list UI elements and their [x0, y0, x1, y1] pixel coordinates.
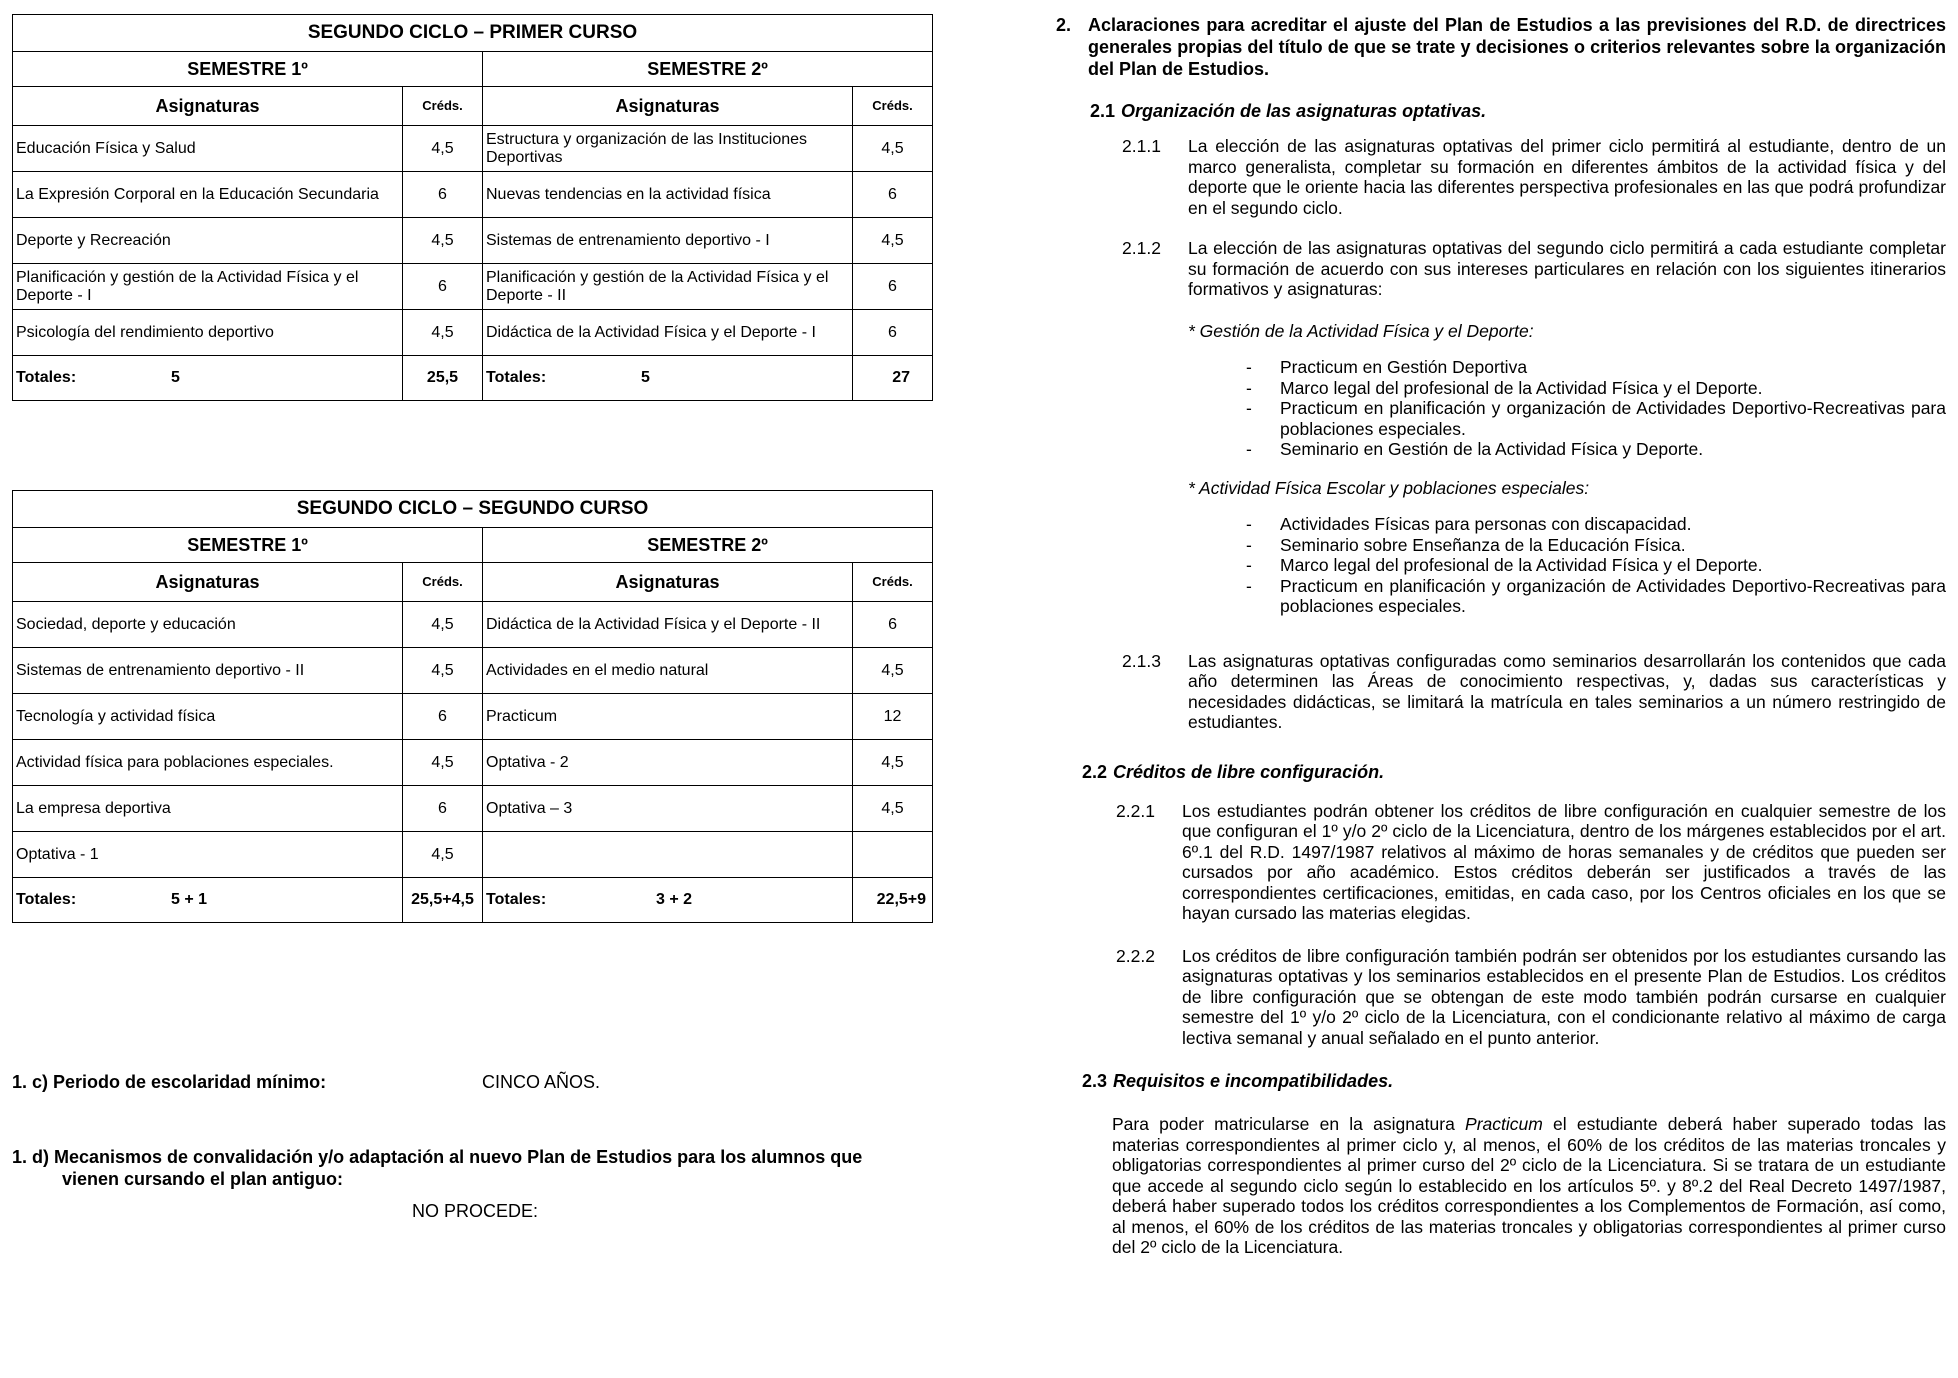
- itinerario-gestion-list: [1246, 357, 1946, 460]
- dash: -: [1246, 514, 1252, 534]
- subject-cell: Deporte y Recreación: [13, 218, 403, 264]
- list-item: [1246, 398, 1946, 439]
- subject-cell: Actividades en el medio natural: [483, 648, 853, 694]
- table-title: SEGUNDO CICLO – PRIMER CURSO: [13, 15, 933, 52]
- mecanismos-convalidacion: [12, 1146, 932, 1190]
- subject-cell: Didáctica de la Actividad Física y el Deporte - II: [483, 602, 853, 648]
- totals-count: 5: [171, 369, 180, 386]
- table-row: [13, 648, 933, 694]
- totals-credits: 25,5+4,5: [403, 878, 483, 923]
- credits-cell: 4,5: [403, 648, 483, 694]
- table-row: [13, 740, 933, 786]
- totals-cell: [13, 356, 403, 401]
- credits-cell: 4,5: [403, 126, 483, 172]
- paragraph-number: 2.2.2: [1116, 945, 1155, 966]
- section-number: 2.1: [1090, 101, 1116, 121]
- subject-cell: Sistemas de entrenamiento deportivo - I: [483, 218, 853, 264]
- credits-cell: 4,5: [853, 740, 933, 786]
- list-item: [1246, 555, 1946, 576]
- right-column: [1056, 14, 1946, 1258]
- col-subject-header: Asignaturas: [13, 563, 403, 602]
- semester-1-header: SEMESTRE 1º: [13, 52, 483, 87]
- subject-cell: Tecnología y actividad física: [13, 694, 403, 740]
- list-item: [1246, 357, 1946, 378]
- paragraph-text: Para poder matricularse en la asignatura: [1112, 1114, 1466, 1134]
- itinerario-escolar-list: [1246, 514, 1946, 617]
- credits-cell: 12: [853, 694, 933, 740]
- totals-cell: [483, 878, 853, 923]
- section-title: Créditos de libre configuración.: [1113, 761, 1385, 782]
- paragraph-number: 2.2.1: [1116, 800, 1155, 821]
- col-subject-header: Asignaturas: [483, 563, 853, 602]
- col-subject-header: Asignaturas: [13, 87, 403, 126]
- col-credits-header: Créds.: [403, 87, 483, 126]
- no-procede: NO PROCEDE:: [412, 1201, 539, 1221]
- itinerario-escolar: * Actividad Física Escolar y poblaciones especiales:: [1188, 477, 1590, 498]
- credits-cell: 4,5: [853, 648, 933, 694]
- col-subject-header: Asignaturas: [483, 87, 853, 126]
- dash: -: [1246, 357, 1252, 377]
- col-credits-header: Créds.: [403, 563, 483, 602]
- totals-row: [13, 878, 933, 923]
- subject-cell: Planificación y gestión de la Actividad Física y el Deporte - I: [13, 264, 403, 310]
- paragraph-text: Los créditos de libre configuración también podrán ser obtenidos por los estudiantes cursando las asignaturas optativas y los seminarios establecidos en el presente Plan de Estudios. Los créditos de libre configuración que se obtengan de este modo también podrán cursarse en cualquier semestre del 1º y/o 2º ciclo de la Licenciatura, con el condicionante relativo al máximo de carga lectiva semanal y anual señalado en el punto anterior.: [1182, 945, 1946, 1048]
- credits-cell: 4,5: [403, 602, 483, 648]
- section-2-3-heading: [1082, 1070, 1946, 1092]
- credits-cell: 6: [403, 786, 483, 832]
- subject-cell: Optativa - 2: [483, 740, 853, 786]
- totals-cell: [13, 878, 403, 923]
- section-title: Aclaraciones para acreditar el ajuste del Plan de Estudios a las previsiones del R.D. de directrices generales propias del título de que se trate y decisiones o criterios relevantes sobre la organización del Plan de Estudios.: [1088, 15, 1946, 79]
- paragraph-2-2-1: [1116, 801, 1946, 924]
- subject-cell: Nuevas tendencias en la actividad física: [483, 172, 853, 218]
- totals-count: 5: [641, 369, 650, 386]
- credits-cell: 4,5: [853, 218, 933, 264]
- section-title: Requisitos e incompatibilidades.: [1113, 1071, 1394, 1091]
- dash: -: [1246, 575, 1252, 596]
- totals-credits: 25,5: [403, 356, 483, 401]
- totals-count: 3 + 2: [656, 891, 693, 908]
- dash: -: [1246, 398, 1252, 418]
- credits-cell: 6: [853, 602, 933, 648]
- section-number: 2.3: [1082, 1071, 1108, 1091]
- periodo-escolaridad: [12, 1071, 932, 1093]
- subject-cell: Planificación y gestión de la Actividad Física y el Deporte - II: [483, 264, 853, 310]
- table-row: [13, 602, 933, 648]
- list-item-text: Seminario en Gestión de la Actividad Física y Deporte.: [1280, 439, 1704, 459]
- subject-cell: Psicología del rendimiento deportivo: [13, 310, 403, 356]
- subject-cell: [483, 832, 853, 878]
- subject-cell: Optativa – 3: [483, 786, 853, 832]
- table-row: [13, 218, 933, 264]
- table-row: [13, 786, 933, 832]
- section-title: Organización de las asignaturas optativas.: [1121, 101, 1487, 121]
- credits-cell: 6: [853, 264, 933, 310]
- semester-2-header: SEMESTRE 2º: [483, 528, 933, 563]
- list-item-text: Practicum en planificación y organización de Actividades Deportivo-Recreativas para poblaciones especiales.: [1280, 575, 1946, 616]
- semester-1-header: SEMESTRE 1º: [13, 528, 483, 563]
- dash: -: [1246, 377, 1252, 398]
- table-row: [13, 126, 933, 172]
- credits-cell: 6: [853, 172, 933, 218]
- credits-cell: [853, 832, 933, 878]
- paragraph-2-1-2: [1122, 238, 1946, 300]
- credits-cell: 4,5: [853, 126, 933, 172]
- practicum-term: Practicum: [1465, 1114, 1543, 1134]
- subject-cell: Actividad física para poblaciones especiales.: [13, 740, 403, 786]
- credits-cell: 6: [403, 264, 483, 310]
- paragraph-2-2-2: [1116, 946, 1946, 1049]
- dash: -: [1246, 439, 1252, 459]
- subject-cell: Didáctica de la Actividad Física y el Deporte - I: [483, 310, 853, 356]
- section-2-heading: [1056, 14, 1946, 80]
- table-segundo-curso: [12, 490, 933, 923]
- paragraph-text: Los estudiantes podrán obtener los créditos de libre configuración en cualquier semestre de los que configuran el 1º y/o 2º ciclo de la Licenciatura, dentro de los márgenes establecidos por el art. 6º.1 del R.D. 1497/1987 relativos al máximo de horas semanales y de créditos que pueden ser cursados por año académico. Estos créditos deberán ser justificados a través de las correspondientes certificaciones, emitidas, en cada caso, por los Centros oficiales en los que se hayan cursado las materias elegidas.: [1182, 800, 1946, 923]
- credits-cell: 4,5: [403, 218, 483, 264]
- col-credits-header: Créds.: [853, 87, 933, 126]
- list-item-text: Actividades Físicas para personas con discapacidad.: [1280, 514, 1692, 534]
- totals-count: 5 + 1: [171, 891, 208, 908]
- table-row: [13, 264, 933, 310]
- credits-cell: 6: [403, 694, 483, 740]
- section-2-2-heading: [1082, 761, 1946, 783]
- paragraph-text: La elección de las asignaturas optativas del segundo ciclo permitirá a cada estudiante completar su formación de acuerdo con sus intereses particulares en relación con los siguientes itinerarios formativos y asignaturas:: [1188, 238, 1946, 299]
- list-item-text: Marco legal del profesional de la Actividad Física y el Deporte.: [1280, 555, 1763, 575]
- totals-credits: 27: [853, 356, 933, 401]
- table-row: [13, 310, 933, 356]
- mecanismos-label-2: vienen cursando el plan antiguo:: [62, 1169, 344, 1189]
- paragraph-2-1-1: [1122, 136, 1946, 218]
- totals-label: Totales:: [486, 891, 547, 908]
- list-item-text: Marco legal del profesional de la Actividad Física y el Deporte.: [1280, 377, 1763, 398]
- totals-row: [13, 356, 933, 401]
- semester-2-header: SEMESTRE 2º: [483, 52, 933, 87]
- periodo-value: CINCO AÑOS.: [482, 1072, 601, 1092]
- table-row: [13, 832, 933, 878]
- table-row: [13, 694, 933, 740]
- list-item: [1246, 439, 1946, 460]
- subject-cell: Practicum: [483, 694, 853, 740]
- dash: -: [1246, 555, 1252, 575]
- subject-cell: Sociedad, deporte y educación: [13, 602, 403, 648]
- credits-cell: 4,5: [853, 786, 933, 832]
- table-primer-curso: [12, 14, 933, 401]
- table-title: SEGUNDO CICLO – SEGUNDO CURSO: [13, 491, 933, 528]
- credits-cell: 4,5: [403, 832, 483, 878]
- list-item-text: Practicum en Gestión Deportiva: [1280, 357, 1528, 377]
- totals-credits: 22,5+9: [853, 878, 933, 923]
- list-item: [1246, 378, 1946, 399]
- subject-cell: La empresa deportiva: [13, 786, 403, 832]
- totals-label: Totales:: [16, 369, 77, 386]
- paragraph-2-3: [1112, 1114, 1946, 1258]
- dash: -: [1246, 534, 1252, 555]
- list-item: [1246, 514, 1946, 535]
- credits-cell: 4,5: [403, 310, 483, 356]
- totals-label: Totales:: [16, 891, 77, 908]
- paragraph-number: 2.1.1: [1122, 136, 1161, 156]
- itinerario-gestion: * Gestión de la Actividad Física y el Deporte:: [1188, 320, 1534, 341]
- left-column: [12, 14, 932, 1221]
- subject-cell: Educación Física y Salud: [13, 126, 403, 172]
- col-credits-header: Créds.: [853, 563, 933, 602]
- paragraph-text: Las asignaturas optativas configuradas como seminarios desarrollarán los contenidos que cada año determinen las Áreas de conocimiento respectivas, y, dadas sus características y necesidades didácticas, se limitará la matrícula en tales seminarios a un número restringido de estudiantes.: [1188, 650, 1946, 732]
- credits-cell: 4,5: [403, 740, 483, 786]
- paragraph-number: 2.1.3: [1122, 650, 1161, 671]
- totals-label: Totales:: [486, 369, 547, 386]
- section-2-1-heading: [1090, 100, 1946, 122]
- section-number: 2.2: [1082, 761, 1108, 782]
- subject-cell: Estructura y organización de las Instituciones Deportivas: [483, 126, 853, 172]
- paragraph-2-1-3: [1122, 651, 1946, 733]
- paragraph-text: el estudiante deberá haber superado todas las materias correspondientes al primer ciclo y, al menos, el 60% de los créditos de las materias troncales y obligatorias correspondientes al primer curso del 2º ciclo de la Licenciatura. Si se tratara de un estudiante que accede al segundo ciclo según lo establecido en los artículos 5º. y 8º.2 del Real Decreto 1497/1987, deberá haber superado todos los créditos correspondientes a los Complementos de Formación, así como, al menos, el 60% de los créditos de las materias troncales y obligatorias correspondientes al primer curso del 2º ciclo de la Licenciatura.: [1112, 1114, 1946, 1257]
- subject-cell: Sistemas de entrenamiento deportivo - II: [13, 648, 403, 694]
- totals-cell: [483, 356, 853, 401]
- mecanismos-label-1: 1. d) Mecanismos de convalidación y/o adaptación al nuevo Plan de Estudios para los alumnos que: [12, 1147, 863, 1167]
- subject-cell: La Expresión Corporal en la Educación Secundaria: [13, 172, 403, 218]
- list-item-text: Practicum en planificación y organización de Actividades Deportivo-Recreativas para poblaciones especiales.: [1280, 398, 1946, 439]
- section-number: 2.: [1056, 15, 1072, 35]
- credits-cell: 6: [403, 172, 483, 218]
- credits-cell: 6: [853, 310, 933, 356]
- subject-cell: Optativa - 1: [13, 832, 403, 878]
- list-item-text: Seminario sobre Enseñanza de la Educación Física.: [1280, 534, 1686, 555]
- table-row: [13, 172, 933, 218]
- list-item: [1246, 576, 1946, 617]
- paragraph-number: 2.1.2: [1122, 238, 1161, 258]
- paragraph-text: La elección de las asignaturas optativas del primer ciclo permitirá al estudiante, dentro de un marco generalista, completar su formación en diferentes ámbitos de la actividad física y del deporte que le oriente hacia las diferentes perspectiva profesionales en las que podrá profundizar en el segundo ciclo.: [1188, 136, 1946, 218]
- list-item: [1246, 535, 1946, 556]
- periodo-label: 1. c) Periodo de escolaridad mínimo:: [12, 1072, 327, 1092]
